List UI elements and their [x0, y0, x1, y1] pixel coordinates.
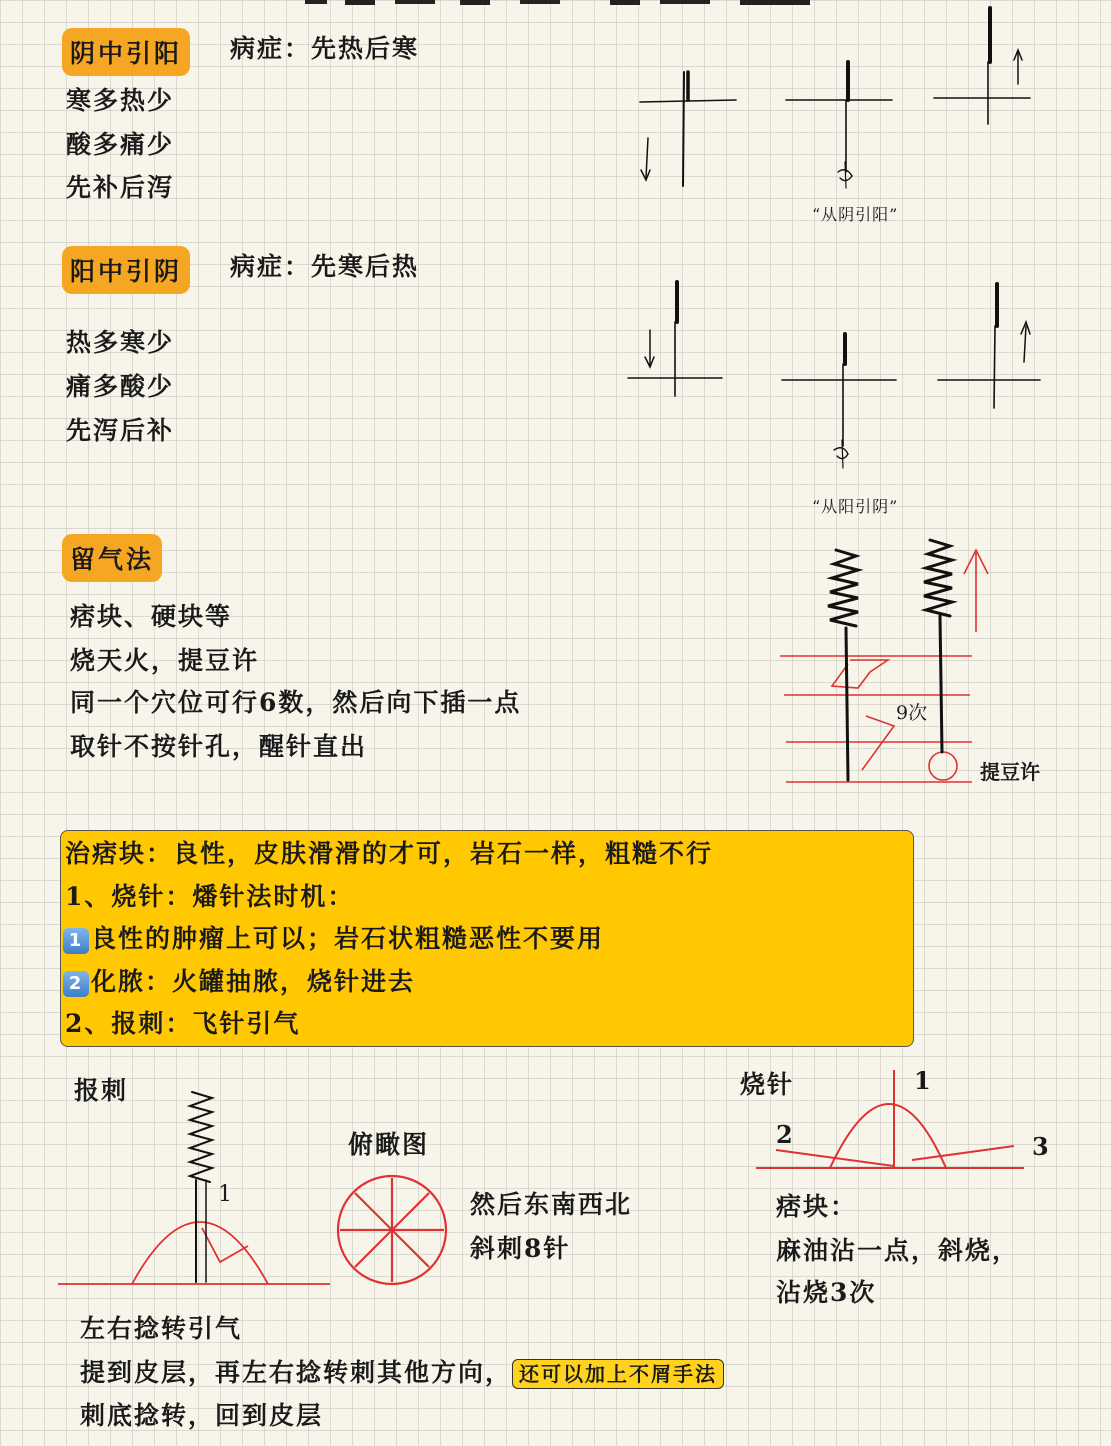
pikuai-line-1: 麻油沾一点，斜烧，	[776, 1236, 1020, 1265]
bottom-line-1: 左右捻转引气	[80, 1314, 243, 1343]
pikuai-line-2: 沾烧3次	[776, 1278, 877, 1307]
section1-symptom: 病症：先热后寒	[230, 34, 420, 63]
fukan-text-1: 然后东南西北	[470, 1190, 633, 1219]
section1-line-3: 先补后泻	[66, 173, 175, 202]
bottom-line-3: 刺底捻转，回到皮层	[80, 1401, 324, 1430]
section1-tag: 阴中引阳	[62, 28, 190, 76]
shaozhen-number-1: 1	[914, 1066, 931, 1095]
pikuai-title: 痞块：	[776, 1192, 858, 1221]
number-2-badge: 2	[63, 971, 89, 997]
bottom-line-2-text: 提到皮层，再左右捻转刺其他方向，	[80, 1358, 513, 1387]
fukan-label: 俯瞰图	[348, 1130, 430, 1159]
yellow-box-line-2: 1、烧针：燔针法时机：	[65, 882, 355, 911]
number-1-badge: 1	[63, 928, 89, 954]
section2-line-3: 先泻后补	[66, 416, 175, 445]
section3-line-3: 同一个穴位可行6数，然后向下插一点	[70, 688, 522, 717]
section2-symptom: 病症：先寒后热	[230, 252, 420, 281]
section2-tag: 阳中引阴	[62, 246, 190, 294]
yellow-box-item-2-text: 化脓：火罐抽脓，烧针进去	[91, 967, 416, 996]
bottom-line-2	[80, 1360, 724, 1385]
section1-line-1: 寒多热少	[66, 86, 175, 115]
section2-line-2: 痛多酸少	[66, 372, 175, 401]
baoci-label: 报刺	[74, 1076, 129, 1105]
bottom-highlight-note: 还可以加上不屑手法	[512, 1359, 724, 1389]
baoci-number: 1	[218, 1182, 232, 1207]
shaozhen-number-2: 2	[776, 1120, 793, 1149]
section3-tag: 留气法	[62, 534, 162, 582]
section3-count-label: 9次	[896, 702, 928, 724]
section3-line-1: 痞块、硬块等	[70, 602, 233, 631]
section1-diagram-note: “从阴引阳”	[812, 205, 899, 224]
yellow-box-line-1: 治痞块：良性，皮肤滑滑的才可，岩石一样，粗糙不行	[65, 839, 714, 868]
section1-line-2: 酸多痛少	[66, 130, 175, 159]
yellow-box-item-1-text: 良性的肿瘤上可以；岩石状粗糙恶性不要用	[91, 924, 605, 953]
section2-diagram-note: “从阳引阴”	[812, 497, 899, 516]
section3-line-4: 取针不按针孔，醒针直出	[70, 732, 368, 761]
shaozhen-number-3: 3	[1032, 1132, 1049, 1161]
section2-line-1: 热多寒少	[66, 328, 175, 357]
section3-lift-label: 提豆许	[980, 760, 1040, 784]
fukan-text-2: 斜刺8针	[470, 1234, 571, 1263]
section3-line-2: 烧天火，提豆许	[70, 646, 260, 675]
shaozhen-label: 烧针	[740, 1070, 795, 1099]
yellow-box-line-5: 2、报刺：飞针引气	[65, 1009, 301, 1038]
